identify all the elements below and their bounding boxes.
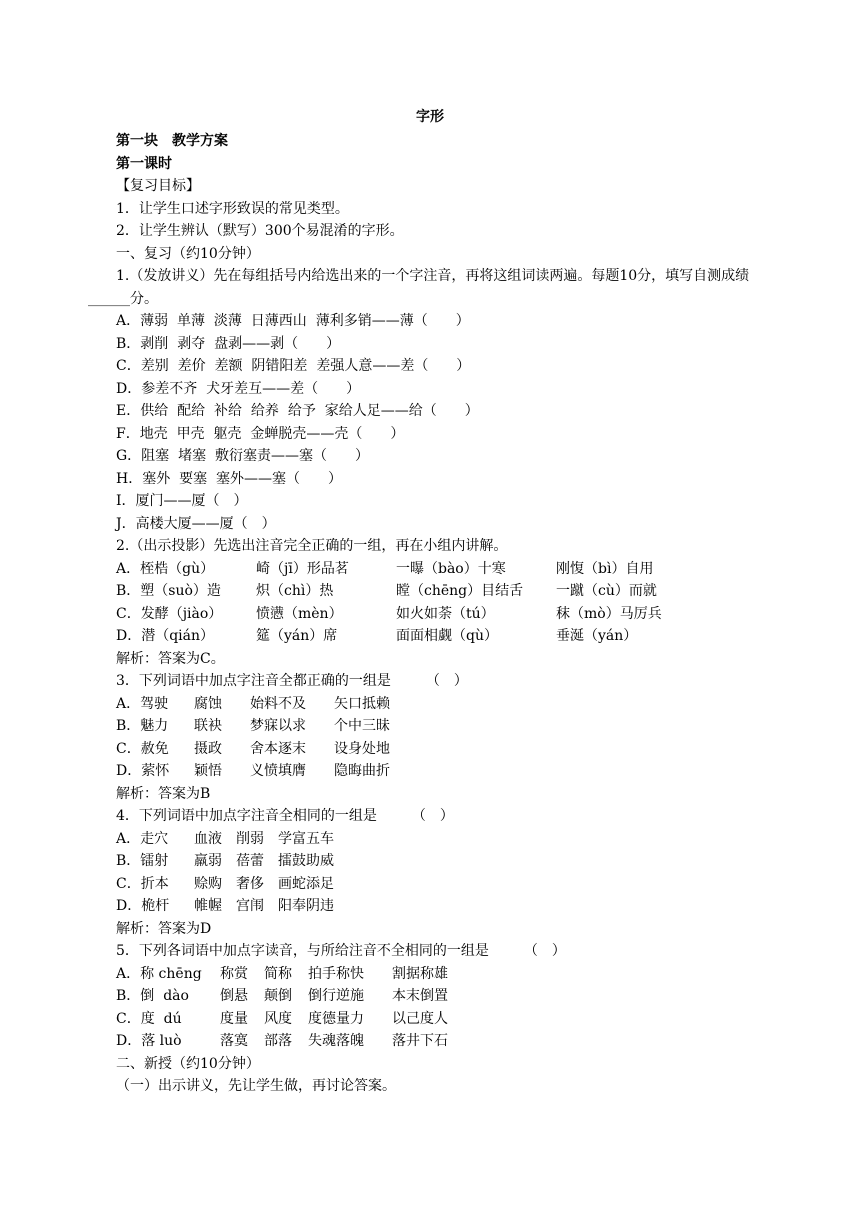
option-cell: B．塑（suò）造: [116, 583, 221, 599]
option-cell: 奢侈: [236, 875, 264, 892]
option-cell: 设身处地: [334, 740, 390, 757]
option-cell: 帷幄: [194, 898, 222, 914]
answer-line: 解析：答案为B: [116, 785, 211, 802]
option-cell: 如火如荼（tú）: [396, 605, 495, 622]
option-cell: 削弱: [236, 830, 264, 847]
option-cell: C．发酵（jiào）: [116, 605, 223, 622]
answer-line: 解析：答案为D: [116, 920, 212, 937]
option-line: E．供给 配给 补给 给养 给予 家给人足——给（ ）: [116, 403, 479, 419]
option-line: A．薄弱 单薄 淡薄 日薄西山 薄利多销——薄（ ）: [116, 313, 470, 329]
option-cell: 义愤填膺: [250, 763, 306, 779]
option-cell: 舍本逐末: [250, 740, 306, 757]
option-cell: 倒悬: [220, 988, 248, 1004]
option-cell: A．走穴: [116, 830, 169, 847]
option-cell: 梦寐以求: [250, 718, 306, 734]
option-cell: 落寞: [220, 1033, 248, 1049]
option-cell: 学富五车: [278, 830, 334, 847]
option-cell: 筵（yán）席: [256, 628, 338, 644]
option-cell: 蓓蕾: [236, 853, 264, 869]
option-cell: 始料不及: [250, 695, 306, 712]
option-line: G．阻塞 堵塞 敷衍塞责——塞（ ）: [116, 448, 369, 464]
option-line: I．厦门——厦（ ）: [116, 493, 248, 509]
option-cell: 个中三昧: [334, 718, 390, 734]
option-row: [88, 828, 788, 851]
option-cell: 隐晦曲折: [334, 763, 390, 779]
option-cell: 羸弱: [194, 853, 222, 869]
lesson-heading: 第一课时: [116, 155, 172, 172]
option-line: D．参差不齐 犬牙差互——差（ ）: [116, 380, 361, 397]
option-cell: 摄政: [194, 740, 222, 757]
option-row: [88, 693, 788, 716]
option-cell: 面面相觑（qù）: [396, 628, 498, 644]
option-cell: 矢口抵赖: [334, 695, 390, 712]
option-row: [88, 603, 788, 626]
option-cell: 联袂: [194, 718, 222, 734]
option-cell: 本末倒置: [392, 988, 448, 1004]
option-cell: 度量: [220, 1010, 248, 1027]
option-cell: 垂涎（yán）: [556, 628, 638, 644]
goal-item: 1．让学生口述字形致误的常见类型。: [116, 200, 349, 217]
option-row: [88, 1030, 788, 1053]
option-row: [88, 625, 788, 648]
option-cell: 简称: [264, 965, 292, 982]
option-line: H．塞外 要塞 塞外——塞（ ）: [116, 470, 343, 487]
option-cell: 风度: [264, 1010, 292, 1027]
option-cell: 秣（mò）马厉兵: [556, 605, 662, 622]
option-cell: D．落 luò: [116, 1033, 182, 1049]
option-cell: 血液: [194, 830, 222, 847]
option-cell: 瞠（chēng）目结舌: [396, 583, 524, 599]
option-cell: A．桎梏（gù）: [116, 560, 215, 577]
option-row: [88, 738, 788, 761]
option-cell: 宫闱: [236, 898, 264, 914]
option-cell: 倒行逆施: [308, 988, 364, 1004]
option-cell: 颖悟: [194, 763, 222, 779]
option-cell: 画蛇添足: [278, 875, 334, 892]
option-cell: 割据称雄: [392, 965, 448, 982]
option-cell: 落井下石: [392, 1033, 448, 1049]
option-row: [88, 760, 788, 783]
option-cell: 颠倒: [264, 988, 292, 1004]
option-cell: 刚愎（bì）自用: [556, 560, 654, 577]
option-cell: 失魂落魄: [308, 1033, 364, 1049]
option-cell: C．折本: [116, 875, 169, 892]
option-line: J．高楼大厦——厦（ ）: [116, 515, 276, 532]
option-cell: 度德量力: [308, 1010, 364, 1027]
option-cell: 炽（chì）热: [256, 583, 334, 599]
option-row: [88, 1008, 788, 1031]
option-cell: 部落: [264, 1033, 292, 1049]
option-cell: 称赏: [220, 965, 248, 982]
option-cell: 拍手称快: [308, 965, 364, 982]
option-cell: 阳奉阴违: [278, 898, 334, 914]
question-3: 3．下列词语中加点字注音全都正确的一组是 （ ）: [116, 673, 468, 689]
option-cell: 崎（jī）形品茗: [256, 560, 349, 577]
option-cell: 一曝（bào）十寒: [396, 560, 506, 577]
option-cell: D．桅杆: [116, 898, 170, 914]
option-row: [88, 850, 788, 873]
document-body: [88, 130, 788, 1098]
option-row: [88, 558, 788, 581]
option-cell: C．赦免: [116, 740, 169, 757]
option-row: [88, 895, 788, 918]
review-header: 一、复习（约10分钟）: [116, 245, 260, 262]
new-lesson-header: 二、新授（约10分钟）: [116, 1055, 260, 1072]
question-2: 2.（出示投影）先选出注音完全正确的一组，再在小组内讲解。: [116, 538, 508, 554]
option-cell: B．魅力: [116, 718, 169, 734]
option-row: [88, 873, 788, 896]
option-row: [88, 715, 788, 738]
option-cell: D．潜（qián）: [116, 628, 215, 644]
document-title: 字形: [416, 109, 444, 125]
option-cell: 愤懑（mèn）: [256, 605, 343, 622]
question-4: 4．下列词语中加点字注音全相同的一组是 （ ）: [116, 808, 454, 824]
option-cell: A．称 chēng: [116, 965, 202, 982]
goal-header: 【复习目标】: [116, 178, 200, 194]
option-cell: 以己度人: [392, 1010, 448, 1027]
option-row: [88, 963, 788, 986]
option-cell: 擂鼓助威: [278, 853, 334, 869]
question-1: 1.（发放讲义）先在每组括号内给选出来的一个字注音，再将这组词读两遍。每题10分，填写自测成绩______分。: [88, 268, 750, 307]
option-cell: A．驾驶: [116, 695, 169, 712]
option-row: [88, 985, 788, 1008]
option-cell: 一蹴（cù）而就: [556, 583, 657, 599]
option-cell: B．倒 dào: [116, 988, 189, 1004]
question-5: 5．下列各词语中加点字读音，与所给注音不全相同的一组是 （ ）: [116, 943, 566, 959]
option-line: B．剥削 剥夺 盘剥——剥（ ）: [116, 335, 341, 352]
option-cell: C．度 dú: [116, 1010, 182, 1027]
option-row: [88, 580, 788, 603]
answer-line: 解析：答案为C。: [116, 650, 225, 667]
new-lesson-item: （一）出示讲义，先让学生做，再讨论答案。: [116, 1078, 396, 1094]
option-line: F．地壳 甲壳 躯壳 金蝉脱壳——壳（ ）: [116, 425, 405, 442]
option-cell: D．萦怀: [116, 763, 170, 779]
option-cell: 腐蚀: [194, 695, 222, 712]
goal-item: 2．让学生辨认（默写）300个易混淆的字形。: [116, 223, 404, 239]
section-heading: 第一块 教学方案: [116, 133, 228, 149]
option-cell: 赊购: [194, 875, 222, 892]
option-cell: B．镭射: [116, 853, 169, 869]
option-line: C．差别 差价 差额 阴错阳差 差强人意——差（ ）: [116, 358, 471, 374]
